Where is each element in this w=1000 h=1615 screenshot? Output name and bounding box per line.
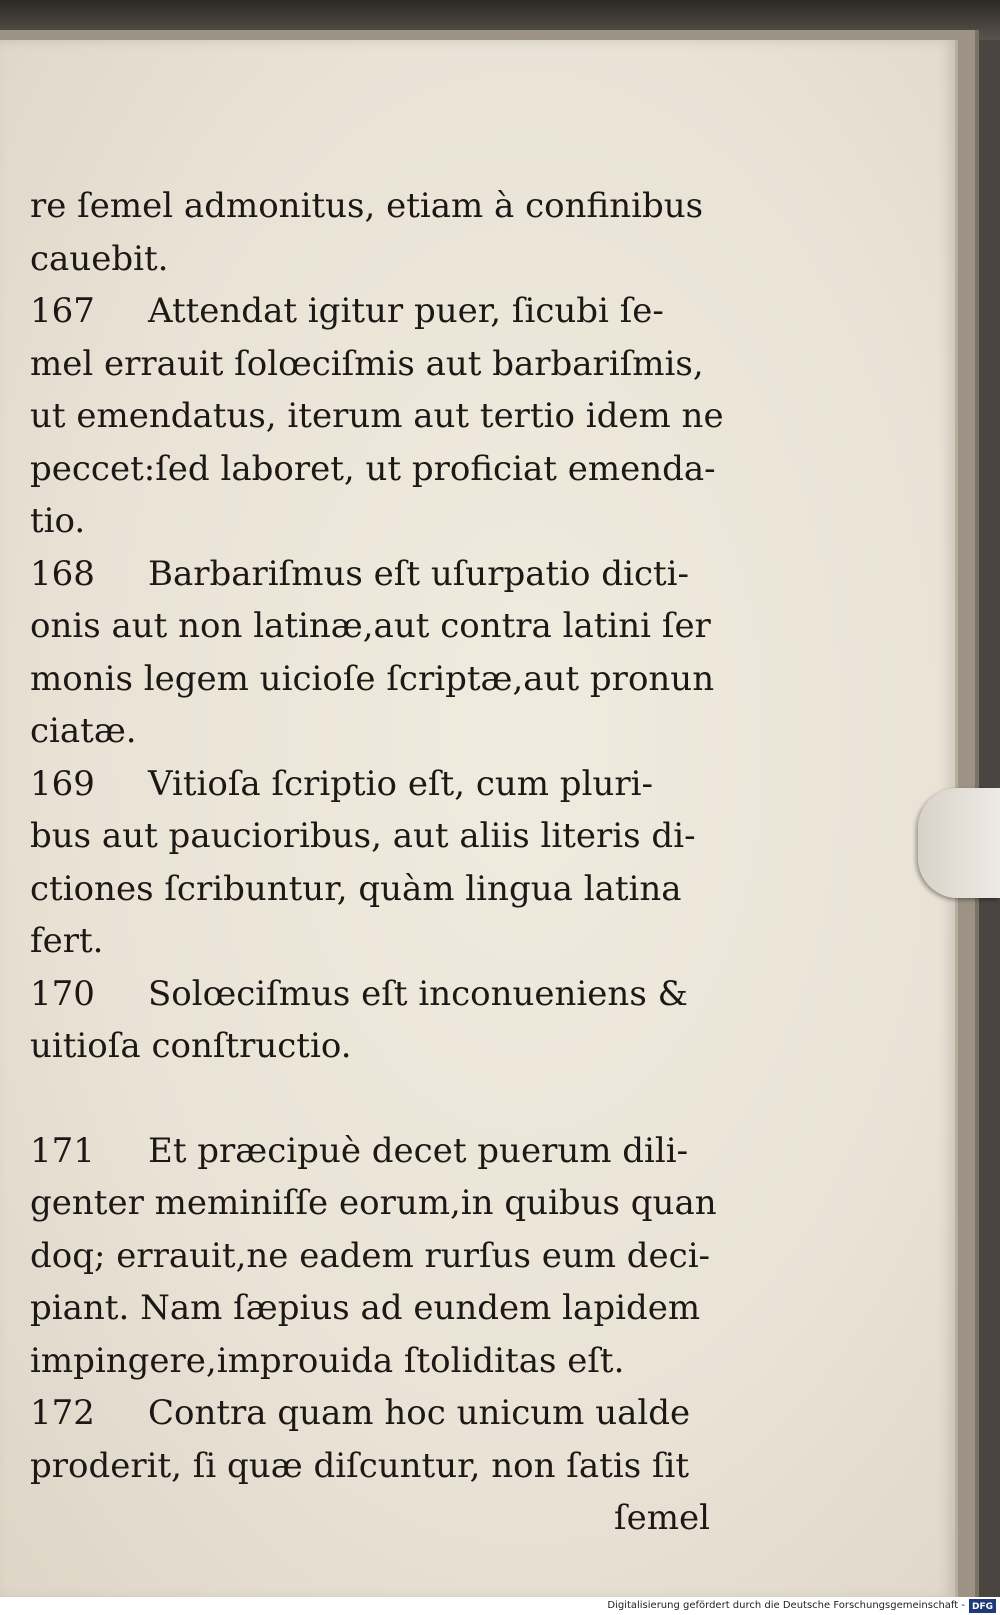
paragraph-number: 172 xyxy=(30,1393,95,1433)
line-text: tio. xyxy=(30,501,86,541)
text-line xyxy=(30,863,710,916)
text-line xyxy=(30,390,724,443)
text-line xyxy=(30,1230,710,1283)
line-text: uitioſa conſtructio. xyxy=(30,1026,352,1066)
text-line xyxy=(30,338,710,391)
catchword: ſemel xyxy=(614,1498,710,1538)
page-text xyxy=(30,180,724,1545)
text-line xyxy=(30,548,710,601)
line-text: impingere,improuida ſtoliditas eſt. xyxy=(30,1340,625,1381)
line-text: bus aut paucioribus, aut aliis literis di- xyxy=(30,816,696,856)
text-line xyxy=(30,653,715,706)
section-gap xyxy=(30,1073,710,1125)
text-line xyxy=(30,180,710,233)
text-section-2 xyxy=(30,1125,717,1493)
text-line xyxy=(30,1440,710,1493)
paragraph-number: 171 xyxy=(30,1130,95,1171)
text-line xyxy=(30,1387,710,1440)
text-line xyxy=(30,1335,710,1388)
text-line xyxy=(30,1125,710,1178)
line-text: monis legem uicioſe ſcriptæ,aut pronun xyxy=(30,658,715,699)
text-line xyxy=(30,1177,717,1230)
line-text: Barbariſmus eſt uſurpatio dicti- xyxy=(148,553,690,594)
line-text: onis aut non latinæ,aut contra latini ſer xyxy=(30,606,711,646)
paragraph-number: 170 xyxy=(30,973,95,1014)
text-line xyxy=(30,233,710,286)
paragraph-number: 168 xyxy=(30,553,95,594)
digitization-footer xyxy=(0,1597,1000,1615)
paragraph-number: 169 xyxy=(30,763,95,804)
line-text: peccet:ſed laboret, ut proficiat emenda- xyxy=(30,448,716,489)
line-text: piant. Nam ſæpius ad eundem lapidem xyxy=(30,1288,701,1328)
line-text: re ſemel admonitus, etiam à confinibus xyxy=(30,186,704,226)
line-text: ctiones ſcribuntur, quàm lingua latina xyxy=(30,868,682,909)
text-line xyxy=(30,495,710,548)
text-line xyxy=(30,443,716,496)
text-line xyxy=(30,968,710,1021)
line-text: ciatæ. xyxy=(30,711,137,751)
paragraph-number: 167 xyxy=(30,291,95,331)
line-text: ut emendatus, iterum aut tertio idem ne xyxy=(30,396,724,436)
line-text: cauebit. xyxy=(30,238,169,279)
page-clip xyxy=(918,788,1000,898)
text-line xyxy=(30,810,710,863)
line-text: Et præcipuè decet puerum dili- xyxy=(148,1130,689,1171)
line-text: mel errauit ſolœciſmis aut barbariſmis, xyxy=(30,343,704,384)
dfg-logo: DFG xyxy=(969,1599,996,1613)
line-text: fert. xyxy=(30,921,104,961)
text-line xyxy=(30,285,710,338)
text-line xyxy=(30,1020,710,1073)
text-line xyxy=(30,600,710,653)
line-text: Attendat igitur puer, ſicubi ſe- xyxy=(148,291,664,331)
text-section-1 xyxy=(30,180,724,1073)
line-text: Vitioſa ſcriptio eſt, cum pluri- xyxy=(148,763,653,804)
text-line xyxy=(30,758,710,811)
line-text: Solœciſmus eſt inconueniens & xyxy=(148,973,688,1014)
line-text: doq; errauit,ne eadem rurſus eum deci- xyxy=(30,1235,711,1276)
line-text: proderit, ſi quæ diſcuntur, non ſatis ſit xyxy=(30,1445,690,1486)
text-line xyxy=(30,1282,710,1335)
text-line xyxy=(30,915,710,968)
line-text: genter meminiſſe eorum,in quibus quan xyxy=(30,1183,717,1223)
line-text: Contra quam hoc unicum ualde xyxy=(148,1393,691,1433)
footer-text: Digitalisierung gefördert durch die Deutsche Forschungsgemeinschaft - xyxy=(607,1600,965,1611)
text-line xyxy=(30,705,710,758)
